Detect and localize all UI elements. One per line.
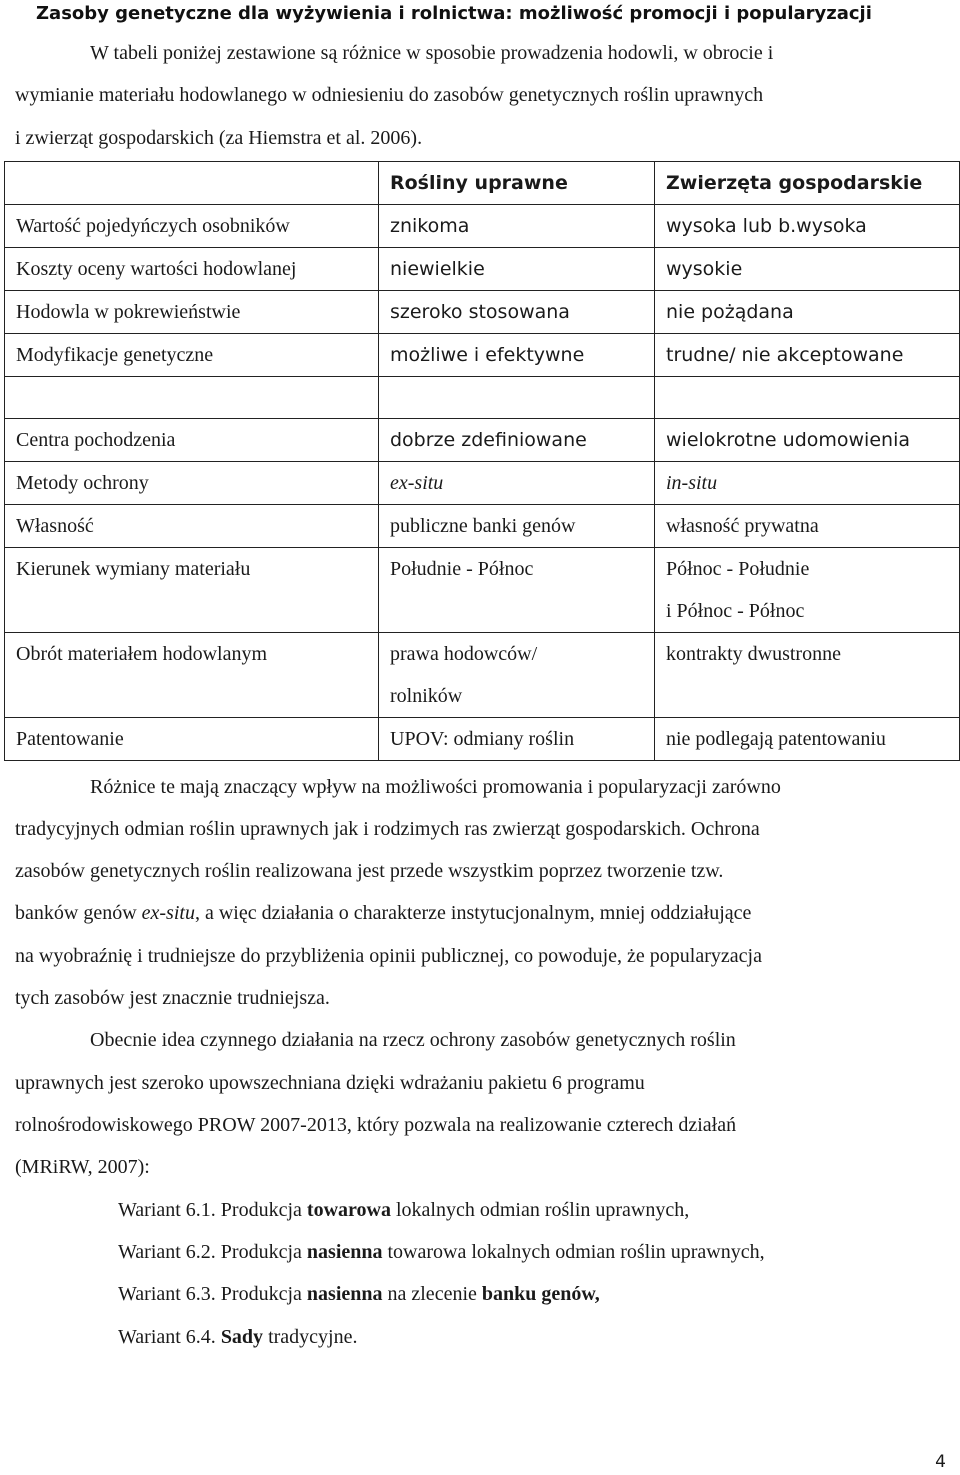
table-row (5, 548, 960, 633)
table-spacer-row (5, 377, 960, 419)
empty-cell (655, 377, 960, 419)
animals-cell: kontrakty dwustronne (655, 633, 960, 718)
crops-cell: niewielkie (379, 248, 655, 291)
paragraph-line: uprawnych jest szeroko upowszechniana dzięki wdrażaniu pakietu 6 programu (15, 1072, 645, 1094)
animals-cell: wielokrotne udomowienia (655, 419, 960, 462)
empty-cell (379, 377, 655, 419)
crops-cell: dobrze zdefiniowane (379, 419, 655, 462)
table-row (5, 462, 960, 505)
crops-cell: publiczne banki genów (379, 505, 655, 548)
row-label: Wartość pojedyńczych osobników (5, 205, 379, 248)
animals-cell-line: i Północ - Północ (666, 600, 805, 622)
header-cell-empty (5, 162, 379, 205)
row-label: Obrót materiałem hodowlanym (5, 633, 379, 718)
paragraph-line: tradycyjnych odmian roślin uprawnych jak i rodzimych ras zwierząt gospodarskich. Ochrona (15, 818, 760, 840)
text-run: , a więc działania o charakterze instytucjonalnym, mniej oddziałujące (194, 902, 752, 924)
paragraph-line: (MRiRW, 2007): (15, 1156, 150, 1178)
animals-cell: in-situ (655, 462, 960, 505)
paragraph-line: rolnośrodowiskowego PROW 2007-2013, który pozwala na realizowanie czterech działań (15, 1114, 737, 1136)
animals-cell (655, 548, 960, 633)
row-label: Hodowla w pokrewieństwie (5, 291, 379, 334)
crops-cell: ex-situ (379, 462, 655, 505)
paragraph-line: zasobów genetycznych roślin realizowana jest przede wszystkim poprzez tworzenie tzw. (15, 860, 724, 882)
paragraph-line: na wyobraźnię i trudniejsze do przybliżenia opinii publicznej, co powoduje, że popularyzacja (15, 945, 762, 967)
animals-cell: nie podlegają patentowaniu (655, 718, 960, 761)
variant-bold: towarowa (306, 1199, 391, 1221)
table-header-row (5, 162, 960, 205)
comparison-table (4, 161, 960, 761)
variant-mid: na zlecenie (382, 1283, 482, 1305)
variant-rest: lokalnych odmian roślin uprawnych, (390, 1199, 690, 1221)
table-row (5, 505, 960, 548)
variant-prefix: Wariant 6.1. Produkcja (118, 1199, 307, 1221)
variant-item (118, 1240, 765, 1264)
row-label: Metody ochrony (5, 462, 379, 505)
crops-cell-line: rolników (390, 685, 463, 707)
table-row (5, 291, 960, 334)
variant-rest: tradycyjne. (263, 1326, 358, 1348)
variant-bold: nasienna (306, 1283, 383, 1305)
intro-line: wymianie materiału hodowlanego w odniesieniu do zasobów genetycznych roślin uprawnych (15, 84, 764, 106)
table-row (5, 205, 960, 248)
row-label: Kierunek wymiany materiału (5, 548, 379, 633)
header-cell-animals: Zwierzęta gospodarskie (655, 162, 960, 205)
table-row (5, 248, 960, 291)
table-row (5, 633, 960, 718)
page-number: 4 (935, 1452, 946, 1472)
variant-bold: Sady (220, 1326, 264, 1348)
crops-cell: Południe - Północ (379, 548, 655, 633)
animals-cell: wysoka lub b.wysoka (655, 205, 960, 248)
page-heading: Zasoby genetyczne dla wyżywienia i rolnictwa: możliwość promocji i popularyzacji (36, 3, 872, 24)
crops-cell-line: prawa hodowców/ (390, 643, 538, 665)
row-label: Własność (5, 505, 379, 548)
variant-item (118, 1325, 357, 1349)
paragraph-line: Różnice te mają znaczący wpływ na możliwości promowania i popularyzacji zarówno (90, 776, 781, 798)
row-label: Modyfikacje genetyczne (5, 334, 379, 377)
empty-cell (5, 377, 379, 419)
intro-line: i zwierząt gospodarskich (za Hiemstra et al. 2006). (15, 127, 423, 149)
crops-cell: UPOV: odmiany roślin (379, 718, 655, 761)
animals-cell: nie pożądana (655, 291, 960, 334)
intro-line: W tabeli poniżej zestawione są różnice w sposobie prowadzenia hodowli, w obrocie i (90, 42, 774, 64)
crops-cell (379, 633, 655, 718)
header-cell-crops: Rośliny uprawne (379, 162, 655, 205)
crops-cell: szeroko stosowana (379, 291, 655, 334)
table-row (5, 334, 960, 377)
variant-bold: nasienna (306, 1241, 383, 1263)
variant-item (118, 1198, 689, 1222)
row-label: Koszty oceny wartości hodowlanej (5, 248, 379, 291)
row-label: Patentowanie (5, 718, 379, 761)
animals-cell: własność prywatna (655, 505, 960, 548)
crops-cell: znikoma (379, 205, 655, 248)
paragraph-line (15, 901, 751, 925)
variant-rest: towarowa lokalnych odmian roślin uprawnych, (382, 1241, 765, 1263)
table-row (5, 419, 960, 462)
variant-prefix: Wariant 6.4. (118, 1326, 221, 1348)
italic-term: ex-situ (141, 902, 195, 924)
variant-bold: banku genów, (481, 1283, 600, 1305)
crops-cell: możliwe i efektywne (379, 334, 655, 377)
variant-prefix: Wariant 6.2. Produkcja (118, 1241, 307, 1263)
paragraph-line: Obecnie idea czynnego działania na rzecz ochrony zasobów genetycznych roślin (90, 1029, 736, 1051)
variant-prefix: Wariant 6.3. Produkcja (118, 1283, 307, 1305)
table-row (5, 718, 960, 761)
animals-cell: trudne/ nie akceptowane (655, 334, 960, 377)
animals-cell: wysokie (655, 248, 960, 291)
animals-cell-line: Północ - Południe (666, 558, 810, 580)
variant-item (118, 1282, 600, 1306)
text-run: banków genów (15, 902, 137, 924)
row-label: Centra pochodzenia (5, 419, 379, 462)
paragraph-line: tych zasobów jest znacznie trudniejsza. (15, 987, 330, 1009)
